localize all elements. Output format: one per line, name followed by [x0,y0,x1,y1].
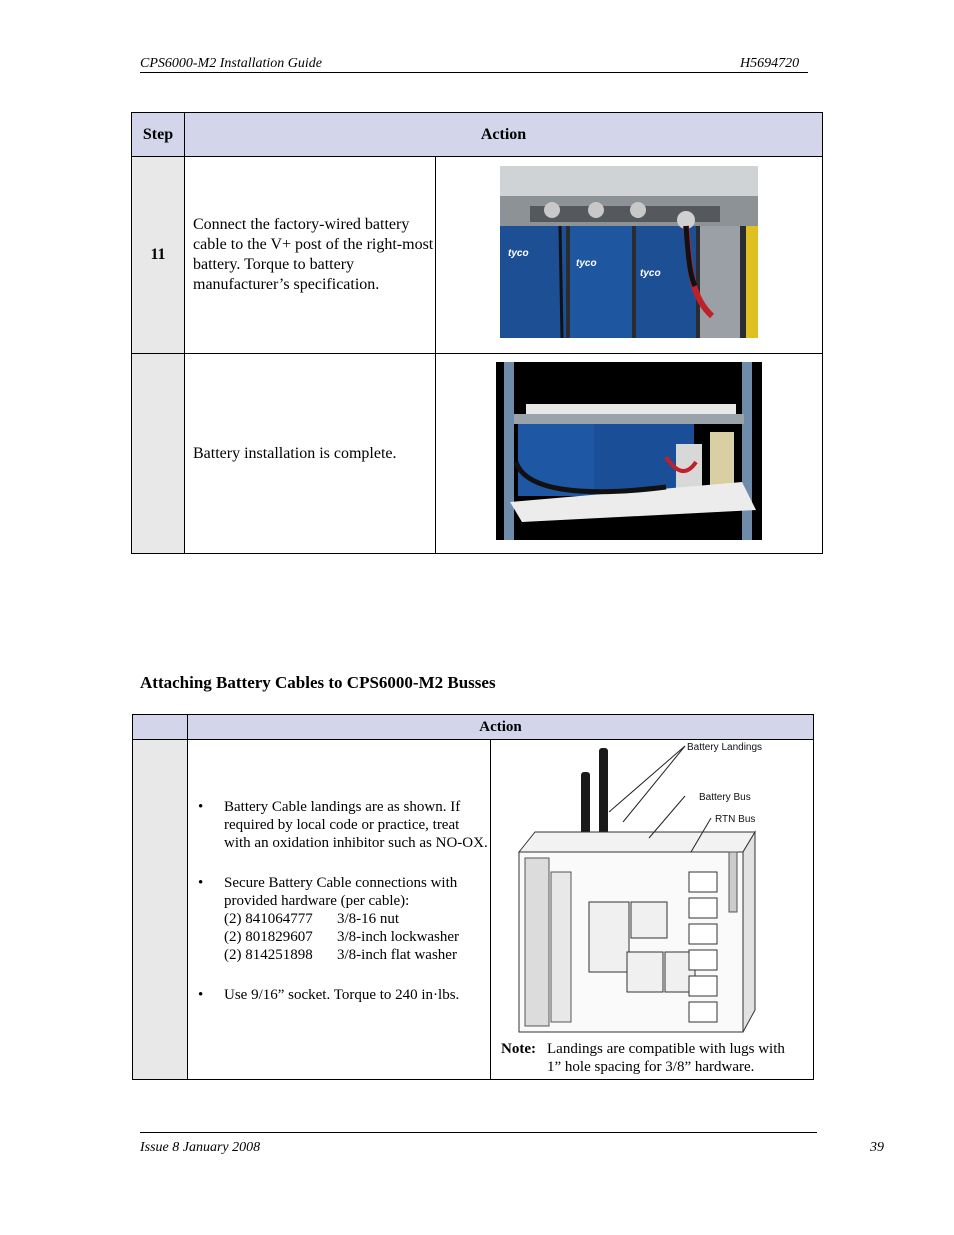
steps-table [131,112,823,554]
step-text: Connect the factory-wired battery cable to the V+ post of the right-most battery. Torque to battery manufacturer’s specification. [185,157,436,354]
step-number [133,740,188,1080]
table-row [132,157,823,354]
bus-diagram [505,742,795,1034]
step-column-header [133,715,188,740]
header-rule [140,72,808,73]
note-text: Landings are compatible with lugs with 1” hole spacing for 3/8” hardware. [547,1041,785,1075]
photo-cell [436,157,823,354]
busses-table [132,714,814,1080]
header-doc-number: H5694720 [740,56,800,71]
landings-label: Battery Landings [687,742,763,753]
section-title: Attaching Battery Cables to CPS6000-M2 Busses [140,673,496,692]
action-column-header: Action [185,113,823,157]
list-item: • Battery Cable landings are as shown. If required by local code or practice, treat with an oxidation inhibitor such as NO-OX. [188,798,488,852]
hardware-desc: 3/8-16 nut [337,911,400,927]
svg-text:tyco: tyco [576,258,597,269]
step-column-header: Step [132,113,185,157]
note-label: Note: [501,1041,536,1057]
rtn-bus-label: RTN Bus [715,814,756,825]
battery-shelf-photo [496,362,762,540]
instructions-cell [188,740,491,1080]
footer-issue: Issue 8 January 2008 [140,1140,261,1155]
diagram-note [501,1040,801,1076]
list-item: • Use 9/16” socket. Torque to 240 in·lbs. [188,986,488,1004]
list-item: • Secure Battery Cable connections with provided hardware (per cable): (2) 841064777 3/8-16 nut (2) 801829607 3/8-inch lockwasher (2) 814251898 3/8-inch flat washer [188,874,488,964]
hardware-desc: 3/8-inch lockwasher [337,929,460,945]
photo-cell [436,354,823,554]
diagram-cell [491,740,814,1080]
page-number: 39 [870,1140,884,1155]
step-number [132,354,185,554]
hardware-part: (2) 801829607 [224,929,313,945]
hardware-part: (2) 814251898 [224,947,313,963]
header-title: CPS6000-M2 Installation Guide [140,56,322,71]
battery-bus-label: Battery Bus [699,792,751,803]
svg-text:tyco: tyco [508,248,529,259]
action-column-header: Action [188,715,814,740]
footer-rule [140,1132,817,1133]
hardware-list [224,910,488,964]
svg-text:tyco: tyco [640,268,661,279]
table-row [132,354,823,554]
step-text: Battery installation is complete. [185,354,436,554]
table-row [133,740,814,1080]
hardware-desc: 3/8-inch flat washer [337,947,457,963]
battery-terminal-photo [500,166,758,338]
step-number: 11 [132,157,185,354]
hardware-part: (2) 841064777 [224,911,313,927]
instruction-list [188,798,488,1026]
